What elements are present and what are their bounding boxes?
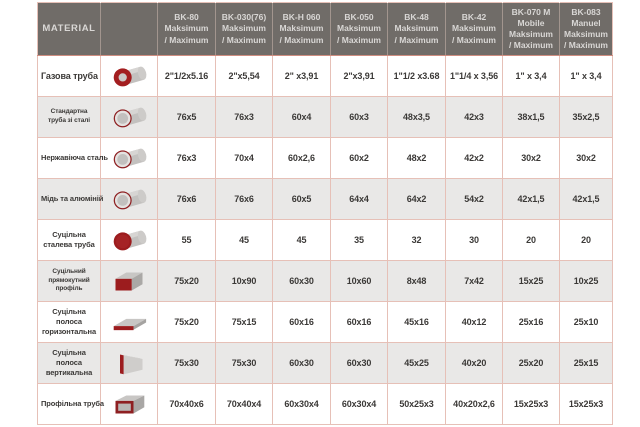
flat-bar-horizontal-icon <box>108 309 150 336</box>
spec-value-bk-070-m: 25x16 <box>503 302 560 343</box>
machine-header-bk-42: BK-42 Maksimum / Maximum <box>446 3 503 56</box>
spec-value-bk-070-m: 30x2 <box>503 138 560 179</box>
spec-value-bk-48: 48x3,5 <box>388 97 446 138</box>
spec-value-bk-030-76: 75x30 <box>216 343 273 384</box>
spec-value-bk-h-060: 2" x3,91 <box>273 56 331 97</box>
spec-value-bk-070-m: 25x20 <box>503 343 560 384</box>
material-name: Стандартна труба зі сталі <box>38 97 101 138</box>
spec-value-bk-h-060: 45 <box>273 220 331 261</box>
spec-value-bk-42: 54x2 <box>446 179 503 220</box>
spec-value-bk-h-060: 60x30x4 <box>273 384 331 425</box>
spec-value-bk-050: 60x30 <box>331 343 388 384</box>
header-row <box>38 3 613 56</box>
spec-value-bk-h-060: 60x30 <box>273 343 331 384</box>
material-row <box>38 261 613 302</box>
spec-value-bk-48: 50x25x3 <box>388 384 446 425</box>
material-row <box>38 384 613 425</box>
spec-value-bk-42: 40x12 <box>446 302 503 343</box>
spec-value-bk-070-m: 15x25 <box>503 261 560 302</box>
spec-value-bk-42: 30 <box>446 220 503 261</box>
material-row <box>38 220 613 261</box>
spec-value-bk-050: 60x2 <box>331 138 388 179</box>
spec-value-bk-070-m: 42x1,5 <box>503 179 560 220</box>
spec-value-bk-030-76: 76x6 <box>216 179 273 220</box>
spec-value-bk-42: 42x3 <box>446 97 503 138</box>
spec-value-bk-80: 2"1/2x5.16 <box>158 56 216 97</box>
material-spec-table <box>37 2 613 425</box>
spec-value-bk-h-060: 60x4 <box>273 97 331 138</box>
machine-header-bk-h-060: BK-H 060 Maksimum / Maximum <box>273 3 331 56</box>
spec-value-bk-030-76: 45 <box>216 220 273 261</box>
material-row <box>38 97 613 138</box>
solid-rod-icon <box>108 227 150 254</box>
spec-value-bk-42: 7x42 <box>446 261 503 302</box>
spec-value-bk-050: 60x3 <box>331 97 388 138</box>
spec-value-bk-030-76: 2"x5,54 <box>216 56 273 97</box>
machine-header-bk-050: BK-050 Maksimum / Maximum <box>331 3 388 56</box>
spec-value-bk-80: 76x5 <box>158 97 216 138</box>
spec-value-bk-030-76: 75x15 <box>216 302 273 343</box>
spec-value-bk-42: 42x2 <box>446 138 503 179</box>
material-row <box>38 138 613 179</box>
spec-value-bk-h-060: 60x16 <box>273 302 331 343</box>
flat-bar-vertical-icon <box>108 350 150 377</box>
spec-value-bk-030-76: 70x4 <box>216 138 273 179</box>
material-icon-cell <box>101 302 158 343</box>
material-row <box>38 343 613 384</box>
spec-value-bk-070-m: 15x25x3 <box>503 384 560 425</box>
material-name: Суцільна полоса вертикальна <box>38 343 101 384</box>
spec-value-bk-083: 20 <box>560 220 613 261</box>
spec-value-bk-050: 60x16 <box>331 302 388 343</box>
material-icon-cell <box>101 56 158 97</box>
material-icon-cell <box>101 220 158 261</box>
material-icon-cell <box>101 138 158 179</box>
material-icon-cell <box>101 384 158 425</box>
material-row <box>38 56 613 97</box>
spec-value-bk-050: 60x30x4 <box>331 384 388 425</box>
table-body <box>38 56 613 425</box>
spec-value-bk-h-060: 60x30 <box>273 261 331 302</box>
spec-value-bk-083: 10x25 <box>560 261 613 302</box>
spec-value-bk-083: 15x25x3 <box>560 384 613 425</box>
spec-value-bk-80: 76x3 <box>158 138 216 179</box>
spec-sheet <box>37 2 613 425</box>
spec-value-bk-083: 25x10 <box>560 302 613 343</box>
gas-pipe-thick-wall-icon <box>108 63 150 90</box>
spec-value-bk-48: 1"1/2 x3.68 <box>388 56 446 97</box>
material-row <box>38 179 613 220</box>
spec-value-bk-48: 45x25 <box>388 343 446 384</box>
solid-rect-profile-icon <box>108 268 150 295</box>
material-icon-cell <box>101 261 158 302</box>
material-name: Мідь та алюміній <box>38 179 101 220</box>
machine-header-bk-070-m: BK-070 M Mobile Maksimum / Maximum <box>503 3 560 56</box>
spec-value-bk-48: 45x16 <box>388 302 446 343</box>
spec-value-bk-48: 32 <box>388 220 446 261</box>
spec-value-bk-80: 76x6 <box>158 179 216 220</box>
icon-header-cell <box>101 3 158 56</box>
spec-value-bk-070-m: 20 <box>503 220 560 261</box>
material-icon-cell <box>101 343 158 384</box>
material-header-cell: MATERIAL <box>38 3 101 56</box>
spec-value-bk-083: 42x1,5 <box>560 179 613 220</box>
material-name: Нержавіюча сталь <box>38 138 101 179</box>
material-name: Профільна труба <box>38 384 101 425</box>
spec-value-bk-070-m: 1" x 3,4 <box>503 56 560 97</box>
steel-pipe-icon <box>108 104 150 131</box>
spec-value-bk-80: 75x30 <box>158 343 216 384</box>
rect-tube-icon <box>108 391 150 418</box>
material-name: Суцільна сталева труба <box>38 220 101 261</box>
material-name: Газова труба <box>38 56 101 97</box>
spec-value-bk-48: 48x2 <box>388 138 446 179</box>
stainless-pipe-icon <box>108 145 150 172</box>
spec-value-bk-42: 40x20 <box>446 343 503 384</box>
spec-value-bk-083: 30x2 <box>560 138 613 179</box>
spec-value-bk-80: 75x20 <box>158 302 216 343</box>
machine-header-bk-48: BK-48 Maksimum / Maximum <box>388 3 446 56</box>
spec-value-bk-h-060: 60x2,6 <box>273 138 331 179</box>
material-name: Суцільний прямокутний профіль <box>38 261 101 302</box>
spec-value-bk-050: 64x4 <box>331 179 388 220</box>
spec-value-bk-050: 10x60 <box>331 261 388 302</box>
spec-value-bk-030-76: 70x40x4 <box>216 384 273 425</box>
spec-value-bk-030-76: 10x90 <box>216 261 273 302</box>
spec-value-bk-050: 35 <box>331 220 388 261</box>
material-row <box>38 302 613 343</box>
spec-value-bk-80: 75x20 <box>158 261 216 302</box>
spec-value-bk-42: 1"1/4 x 3,56 <box>446 56 503 97</box>
spec-value-bk-80: 55 <box>158 220 216 261</box>
spec-value-bk-083: 25x15 <box>560 343 613 384</box>
machine-header-bk-80: BK-80 Maksimum / Maximum <box>158 3 216 56</box>
spec-value-bk-h-060: 60x5 <box>273 179 331 220</box>
spec-value-bk-083: 35x2,5 <box>560 97 613 138</box>
spec-value-bk-42: 40x20x2,6 <box>446 384 503 425</box>
spec-value-bk-48: 8x48 <box>388 261 446 302</box>
spec-value-bk-030-76: 76x3 <box>216 97 273 138</box>
material-name: Суцільна полоса горизонтальна <box>38 302 101 343</box>
copper-aluminium-pipe-icon <box>108 186 150 213</box>
spec-value-bk-070-m: 38x1,5 <box>503 97 560 138</box>
machine-header-bk-030-76: BK-030(76) Maksimum / Maximum <box>216 3 273 56</box>
material-icon-cell <box>101 97 158 138</box>
spec-value-bk-48: 64x2 <box>388 179 446 220</box>
spec-value-bk-083: 1" x 3,4 <box>560 56 613 97</box>
material-icon-cell <box>101 179 158 220</box>
spec-value-bk-050: 2"x3,91 <box>331 56 388 97</box>
spec-value-bk-80: 70x40x6 <box>158 384 216 425</box>
machine-header-bk-083: BK-083 Manuel Maksimum / Maximum <box>560 3 613 56</box>
